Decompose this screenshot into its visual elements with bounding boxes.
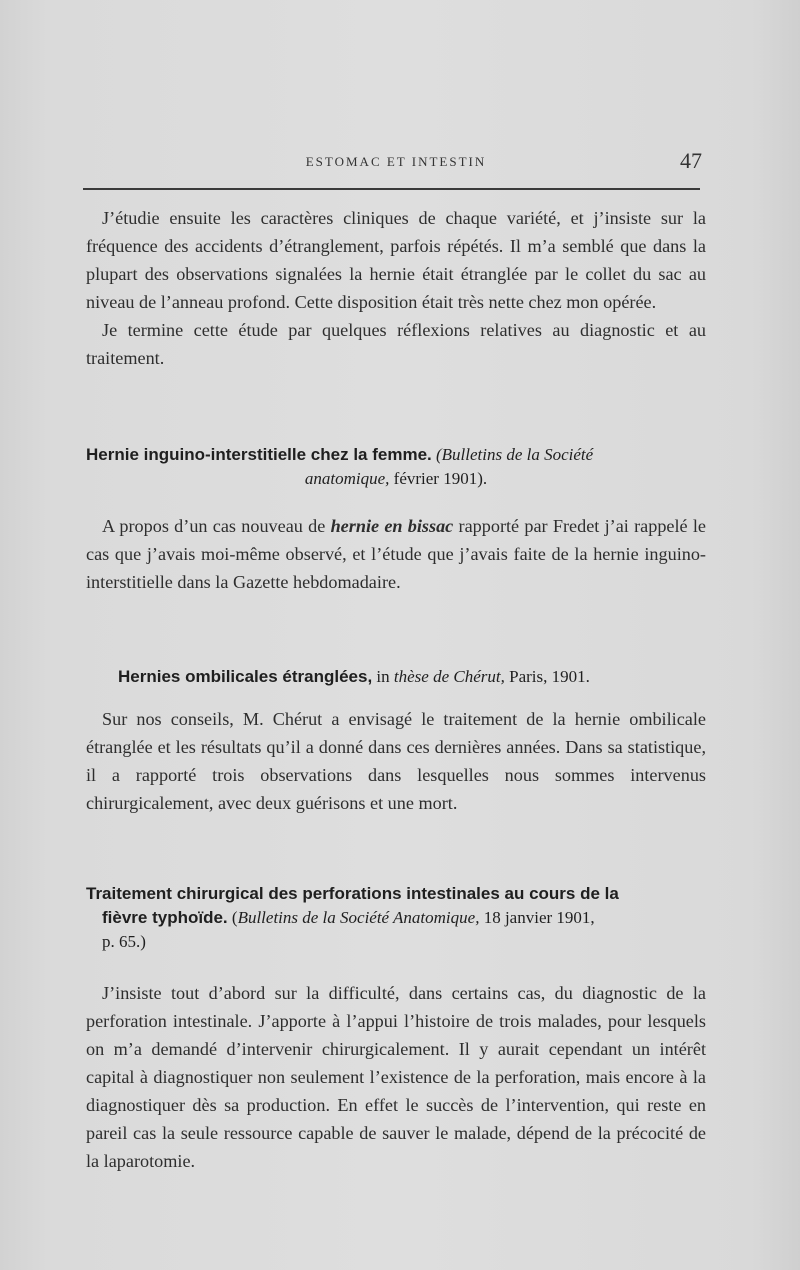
paragraph: J’étudie ensuite les caractères cliniques de chaque variété, et j’insiste sur la fréquence des accidents d’étranglement, parfois répétés. Il m’a semblé que dans la plupart des observations signalées la hernie était étranglée par le collet du sac au niveau de l’anneau profond. Cette disposition était très nette chez mon opérée.: [86, 208, 706, 312]
section-3-heading: [86, 665, 706, 689]
citation-place: Paris, 1901.: [509, 667, 590, 686]
section-3-body: [86, 705, 706, 817]
section-title-cont: fièvre typhoïde.: [102, 908, 228, 927]
section-2-heading: [86, 443, 706, 491]
citation-open: (: [231, 908, 238, 927]
paragraph-text: A propos d’un cas nouveau de: [102, 516, 331, 536]
header-rule: [83, 188, 700, 190]
emphasis: hernie en bissac: [330, 516, 454, 536]
paragraph: Je termine cette étude par quelques réflexions relatives au diagnostic et au traitement.: [86, 320, 706, 368]
page-number: 47: [680, 148, 702, 173]
paragraph: J’insiste tout d’abord sur la difficulté, dans certains cas, du diagnostic de la perforation intestinale. J’apporte à l’appui l’histoire de trois malades, pour lesquels on m’a demandé d’intervenir chirurgicalement. Il y aurait cependant un intérêt capital à diagnostiquer non seulement l’existence de la perforation, mais encore à la diagnostiquer dès sa production. En effet le succès de l’intervention, qui reste en pareil cas la seule ressource capable de sauver le malade, dépend de la précocité de la laparotomie.: [86, 983, 706, 1171]
paragraph: Sur nos conseils, M. Chérut a envisagé le traitement de la hernie ombilicale étranglée et les résultats qu’il a donné dans ces dernières années. Dans sa statistique, il a rapporté trois observations dans lesquelles nous sommes intervenus chirurgicalement, avec deux guérisons et une mort.: [86, 709, 706, 813]
citation-journal: anatomique,: [304, 469, 390, 488]
citation-page: p. 65.): [102, 932, 146, 951]
citation-work: thèse de Chérut,: [393, 667, 505, 686]
citation-prefix: in: [376, 667, 390, 686]
section-2-body: [86, 512, 706, 596]
section-1: [86, 204, 706, 372]
section-title: Traitement chirurgical des perforations intestinales au cours de la: [86, 884, 619, 903]
citation-journal: Bulletins de la Société Anatomique,: [237, 908, 480, 927]
paragraph-text: rapporté par Fredet j’ai rappelé le cas que j’avais moi-même observé, et l’étude que j’avais faite de la hernie inguino-interstitielle dans la Gazette hebdomadaire.: [86, 516, 707, 592]
running-head: [86, 148, 706, 178]
section-4-body: [86, 979, 706, 1175]
citation-date: février 1901).: [393, 469, 488, 488]
citation: (Bulletins de la Société: [436, 445, 594, 464]
citation-date: 18 janvier 1901,: [483, 908, 595, 927]
paragraph: [86, 512, 706, 596]
section-4-heading: [86, 882, 706, 954]
running-title: ESTOMAC ET INTESTIN: [305, 154, 487, 169]
section-title: Hernie inguino-interstitielle chez la femme.: [86, 445, 432, 464]
section-title: Hernies ombilicales étranglées,: [118, 667, 373, 686]
